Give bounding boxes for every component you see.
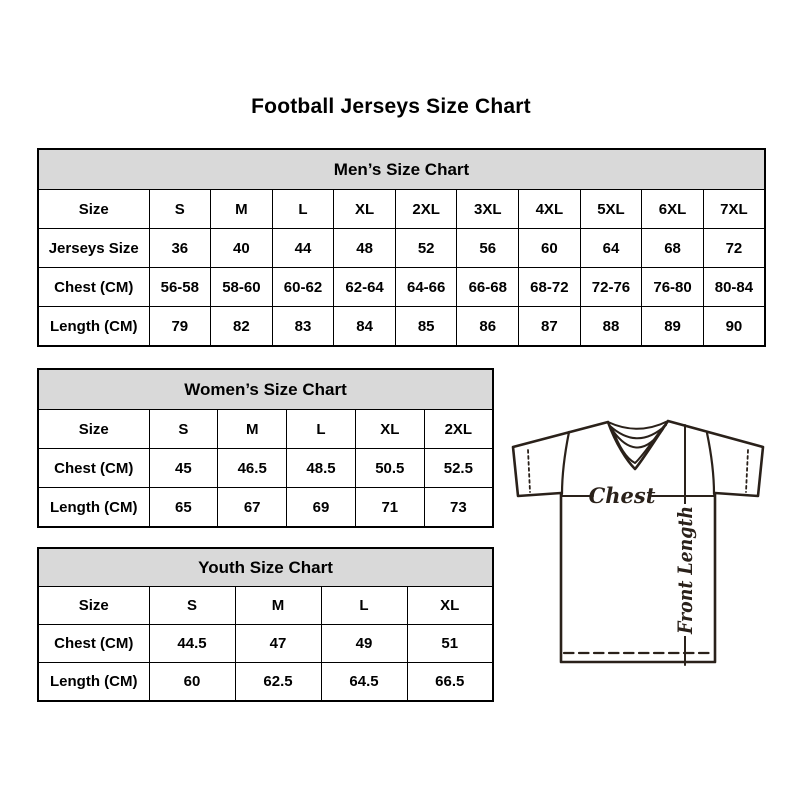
column-header-row bbox=[38, 190, 765, 229]
column-header-cell: XL bbox=[407, 587, 493, 625]
men-table-title: Men’s Size Chart bbox=[38, 149, 765, 190]
table-cell: 71 bbox=[355, 488, 424, 528]
column-header-cell: S bbox=[149, 410, 218, 449]
table-cell: 66-68 bbox=[457, 268, 519, 307]
column-header-cell: S bbox=[149, 190, 211, 229]
row-header-cell: Chest (CM) bbox=[38, 268, 149, 307]
size-header-cell: Size bbox=[38, 587, 149, 625]
table-cell: 69 bbox=[287, 488, 356, 528]
table-cell: 64 bbox=[580, 229, 642, 268]
column-header-cell: L bbox=[321, 587, 407, 625]
table-cell: 60 bbox=[149, 663, 235, 702]
row-header-cell: Length (CM) bbox=[38, 307, 149, 347]
column-header-cell: M bbox=[211, 190, 273, 229]
table-cell: 88 bbox=[580, 307, 642, 347]
women-table-title: Women’s Size Chart bbox=[38, 369, 493, 410]
jersey-outline bbox=[513, 421, 763, 662]
size-header-cell: Size bbox=[38, 190, 149, 229]
table-cell: 66.5 bbox=[407, 663, 493, 702]
table-row bbox=[38, 449, 493, 488]
table-cell: 36 bbox=[149, 229, 211, 268]
table-cell: 84 bbox=[334, 307, 396, 347]
column-header-cell: 4XL bbox=[519, 190, 581, 229]
table-cell: 52.5 bbox=[424, 449, 493, 488]
table-cell: 64-66 bbox=[395, 268, 457, 307]
table-cell: 67 bbox=[218, 488, 287, 528]
column-header-cell: M bbox=[235, 587, 321, 625]
row-header-cell: Chest (CM) bbox=[38, 625, 149, 663]
row-header-cell: Length (CM) bbox=[38, 663, 149, 702]
row-header-cell: Chest (CM) bbox=[38, 449, 149, 488]
table-cell: 52 bbox=[395, 229, 457, 268]
table-cell: 49 bbox=[321, 625, 407, 663]
table-cell: 62-64 bbox=[334, 268, 396, 307]
table-cell: 73 bbox=[424, 488, 493, 528]
table-cell: 68 bbox=[642, 229, 704, 268]
column-header-cell: XL bbox=[334, 190, 396, 229]
women-table-title-row bbox=[38, 369, 493, 410]
table-cell: 72 bbox=[703, 229, 765, 268]
column-header-cell: XL bbox=[355, 410, 424, 449]
table-cell: 44.5 bbox=[149, 625, 235, 663]
column-header-cell: 5XL bbox=[580, 190, 642, 229]
column-header-row bbox=[38, 587, 493, 625]
size-header-cell: Size bbox=[38, 410, 149, 449]
table-row bbox=[38, 625, 493, 663]
table-cell: 56-58 bbox=[149, 268, 211, 307]
table-cell: 47 bbox=[235, 625, 321, 663]
table-cell: 64.5 bbox=[321, 663, 407, 702]
table-cell: 72-76 bbox=[580, 268, 642, 307]
table-cell: 65 bbox=[149, 488, 218, 528]
column-header-cell: 7XL bbox=[703, 190, 765, 229]
mens-size-table bbox=[37, 148, 766, 347]
table-cell: 58-60 bbox=[211, 268, 273, 307]
table-cell: 86 bbox=[457, 307, 519, 347]
table-cell: 68-72 bbox=[519, 268, 581, 307]
table-cell: 48 bbox=[334, 229, 396, 268]
table-cell: 62.5 bbox=[235, 663, 321, 702]
table-cell: 44 bbox=[272, 229, 334, 268]
page-title: Football Jerseys Size Chart bbox=[251, 95, 531, 118]
table-cell: 83 bbox=[272, 307, 334, 347]
youth-size-table bbox=[37, 547, 494, 702]
column-header-cell: 2XL bbox=[424, 410, 493, 449]
column-header-cell: S bbox=[149, 587, 235, 625]
table-cell: 85 bbox=[395, 307, 457, 347]
table-cell: 48.5 bbox=[287, 449, 356, 488]
column-header-cell: 3XL bbox=[457, 190, 519, 229]
column-header-row bbox=[38, 410, 493, 449]
table-cell: 51 bbox=[407, 625, 493, 663]
youth-table-title-row bbox=[38, 548, 493, 587]
table-cell: 50.5 bbox=[355, 449, 424, 488]
front-length-label: Front Length bbox=[673, 486, 697, 634]
table-row bbox=[38, 488, 493, 528]
youth-table-title: Youth Size Chart bbox=[38, 548, 493, 587]
table-cell: 46.5 bbox=[218, 449, 287, 488]
column-header-cell: M bbox=[218, 410, 287, 449]
jersey-diagram-svg bbox=[505, 402, 771, 692]
men-table-title-row bbox=[38, 149, 765, 190]
column-header-cell: 2XL bbox=[395, 190, 457, 229]
table-row bbox=[38, 268, 765, 307]
table-cell: 79 bbox=[149, 307, 211, 347]
womens-size-table bbox=[37, 368, 494, 528]
column-header-cell: 6XL bbox=[642, 190, 704, 229]
table-row bbox=[38, 307, 765, 347]
jersey-measurement-diagram bbox=[505, 402, 771, 692]
table-cell: 40 bbox=[211, 229, 273, 268]
table-cell: 82 bbox=[211, 307, 273, 347]
table-cell: 60-62 bbox=[272, 268, 334, 307]
table-cell: 87 bbox=[519, 307, 581, 347]
table-cell: 90 bbox=[703, 307, 765, 347]
table-cell: 60 bbox=[519, 229, 581, 268]
chest-label: Chest bbox=[588, 483, 656, 508]
collar-arc-top bbox=[608, 421, 668, 429]
table-cell: 45 bbox=[149, 449, 218, 488]
row-header-cell: Jerseys Size bbox=[38, 229, 149, 268]
table-cell: 80-84 bbox=[703, 268, 765, 307]
column-header-cell: L bbox=[272, 190, 334, 229]
table-cell: 89 bbox=[642, 307, 704, 347]
table-cell: 56 bbox=[457, 229, 519, 268]
table-row bbox=[38, 229, 765, 268]
column-header-cell: L bbox=[287, 410, 356, 449]
table-row bbox=[38, 663, 493, 702]
table-cell: 76-80 bbox=[642, 268, 704, 307]
row-header-cell: Length (CM) bbox=[38, 488, 149, 528]
